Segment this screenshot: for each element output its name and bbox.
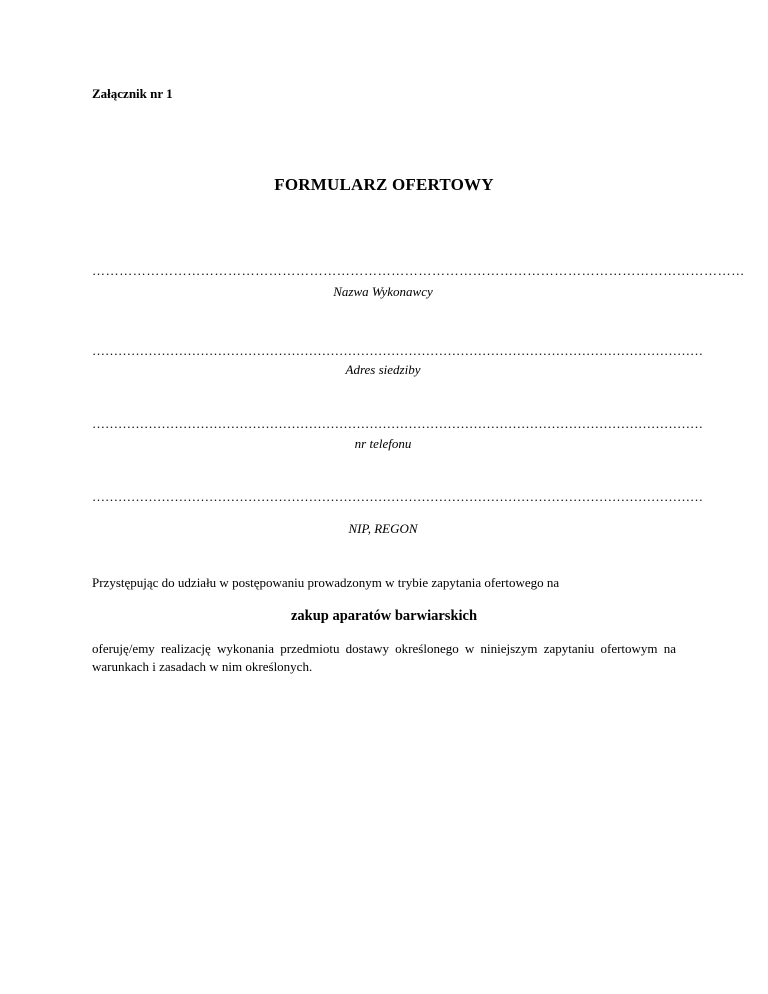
contractor-name-dotted-line: ……………………………………………………………………………………………………………………………… xyxy=(92,263,745,278)
nip-regon-label: NIP, REGON xyxy=(348,521,418,536)
page-title: FORMULARZ OFERTOWY xyxy=(274,175,494,194)
phone-dotted-line: …………………………………………………………………………………………………………………………… xyxy=(92,416,703,431)
contractor-name-label: Nazwa Wykonawcy xyxy=(333,284,433,299)
offer-paragraph: oferuję/emy realizację wykonania przedmiotu dostawy określonego w niniejszym zapytaniu ofertowym na warunkach i zasadach w nim określonych. xyxy=(92,641,676,674)
address-dotted-line: …………………………………………………………………………………………………………………………… xyxy=(92,343,703,358)
nip-regon-dotted-line: …………………………………………………………………………………………………………………………… xyxy=(92,489,703,504)
address-label: Adres siedziby xyxy=(345,362,421,377)
phone-label: nr telefonu xyxy=(354,436,412,451)
procurement-subject: zakup aparatów barwiarskich xyxy=(290,608,478,624)
annex-label: Załącznik nr 1 xyxy=(92,86,173,101)
intro-paragraph: Przystępując do udziału w postępowaniu prowadzonym w trybie zapytania ofertowego na xyxy=(92,575,560,590)
